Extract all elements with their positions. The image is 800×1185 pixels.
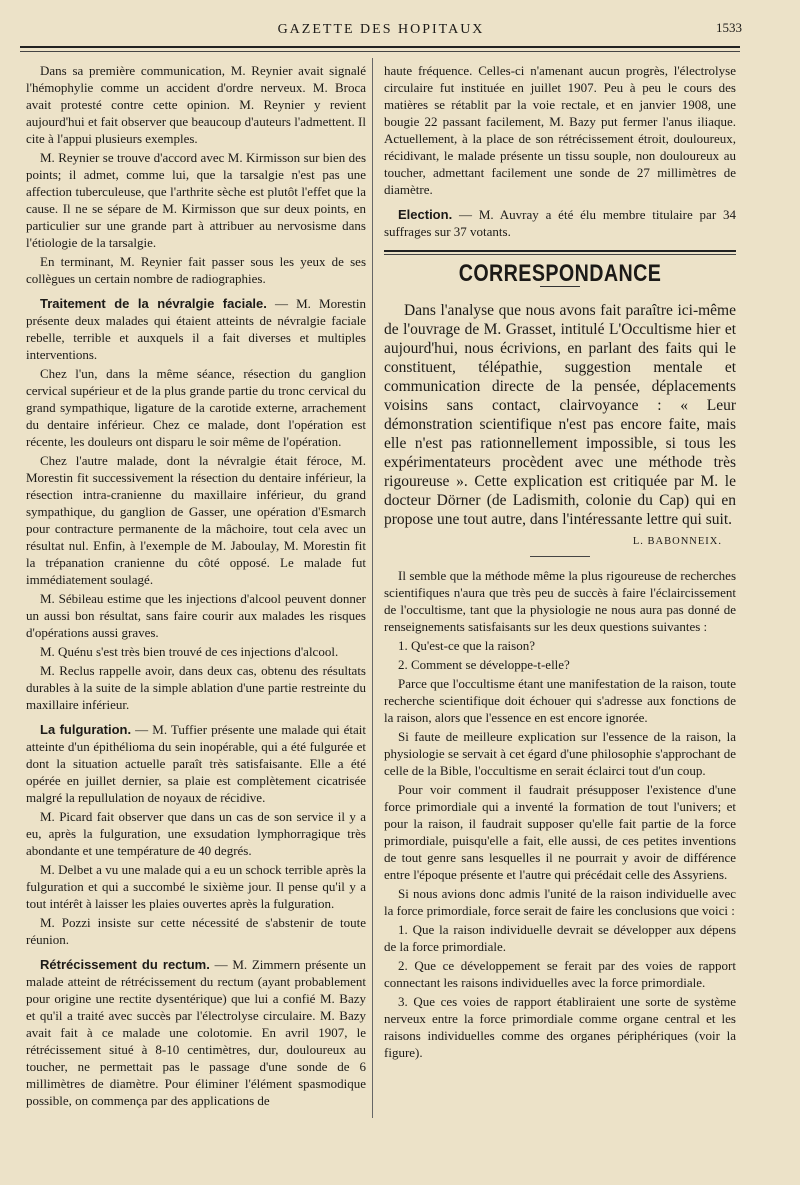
paragraph: Il semble que la méthode même la plus rigoureuse de recherches scientifiques n'aura que très peu de succès à faire l'éclaircissement de l'occultisme, tant que la physiologie ne nous aura pas donné de renseignements satisfaisants sur les deux questions suivantes : — [384, 568, 736, 634]
section-rule — [384, 250, 736, 252]
list-item: 2. Que ce développement se ferait par des voies de rapport connectant les raisons individuelles avec la force primordiale. — [384, 958, 736, 990]
paragraph: M. Delbet a vu une malade qui a eu un schock terrible après la fulguration et qui a succombé le sixième jour. Il pense qu'il y a tout intérêt à laisser les plaies ouvertes après la fulguration. — [26, 862, 366, 911]
intro-block — [384, 301, 736, 529]
signature: L. BABONNEIX. — [632, 536, 722, 547]
paragraph: M. Reclus rappelle avoir, dans deux cas, obtenu des résultats durables à la suite de la simple ablation d'une partie restreinte du maxillaire inférieur. — [26, 663, 366, 712]
column-divider — [372, 58, 373, 1118]
journal-title: GAZETTE DES HOPITAUX — [277, 22, 485, 37]
section-rectum — [26, 956, 366, 1109]
section-heading: Rétrécissement du rectum. — [40, 957, 210, 972]
list-item: 3. Que ces voies de rapport établiraient une sorte de système nerveux entre la force primordiale comme organe central et les raisons individuelles comme des organes périphériques (voir la figure). — [384, 994, 736, 1060]
paragraph: Si nous avions donc admis l'unité de la raison individuelle avec la force primordiale, force serait de faire les conclusions que voici : — [384, 886, 736, 918]
header-rule-thin — [20, 51, 740, 52]
list-item: 2. Comment se développe-t-elle? — [398, 657, 570, 672]
paragraph: M. Sébileau estime que les injections d'alcool peuvent donner un aussi bon résultat, sans faire courir aux malades les risques d'opérations aussi graves. — [26, 591, 366, 640]
paragraph: M. Picard fait observer que dans un cas de son service il y a eu, après la fulguration, une exsudation lymphorragique très abondante et une température de 40 degrés. — [26, 809, 366, 858]
paragraph: M. Quénu s'est très bien trouvé de ces injections d'alcool. — [40, 644, 339, 659]
section-heading: La fulguration. — [40, 722, 132, 737]
section-body: — M. Auvray a été élu membre titulaire par 34 suffrages sur 37 votants. — [384, 207, 736, 239]
paragraph: Si faute de meilleure explication sur l'essence de la raison, la physiologie se servait à cet égard d'une philosophie s'approchant de celle de la Bible, l'occultisme en serait éclairci tout d'un coup. — [384, 729, 736, 778]
paragraph: Pour voir comment il faudrait présupposer l'existence d'une force primordiale qui a inventé la formation de tout l'univers; et pour la raison, il faudrait supposer qu'elle fait partie de la force primordiale, puisqu'elle a fait, elle aussi, de ces petites inventions de tout genre sans lesquelles il ne pourrait y avoir de différence entre l'époque présente et l'autre qui précédait celle des Assyriens. — [384, 782, 736, 882]
paragraph: haute fréquence. Celles-ci n'amenant aucun progrès, l'électrolyse circulaire fut instituée en juillet 1907. Peu à peu le cours des matières se rétablit par la voie rectale, et en janvier 1908, une bougie 22 passant facilement, M. Bazy put fermer l'anus iliaque. Actuellement, à la place de son rétrécissement étroit, douloureux, récidivant, le malade présente un tissu souple, non douloureux au toucher, admettant facilement une sonde de 27 millimètres de diamètre. — [384, 63, 736, 197]
list-item: 1. Que la raison individuelle devrait se développer aux dépens de la force primordiale. — [384, 922, 736, 954]
header-rule — [20, 46, 740, 48]
left-column — [26, 62, 366, 1111]
letter-rule — [530, 556, 590, 557]
section-body: — M. Zimmern présente un malade atteint de rétrécissement du rectum (ayant probablement pour origine une rectite dysentérique) que lui a confié M. Bazy et qu'il a traité avec succès par l'électrolyse circulaire. M. Bazy avait fait à ce malade une colotomie. En avril 1907, le rétrécissement situé à 8-10 centimètres, dur, douloureux au toucher, ne permettait pas le passage d'une sonde de 6 millimètres de diamètre. Pour éliminer l'élément spasmodique possible, on commença par des applications de — [26, 957, 366, 1108]
section-heading: Election. — [398, 207, 453, 222]
section-rule-thin — [384, 254, 736, 255]
paragraph: En terminant, M. Reynier fait passer sous les yeux de ses collègues un certain nombre de radiographies. — [26, 254, 366, 286]
correspondance-title: CORRESPONDANCE — [458, 260, 662, 287]
section-heading: Traitement de la névralgie faciale. — [40, 296, 267, 311]
paragraph: Chez l'autre malade, dont la névralgie était féroce, M. Morestin fit successivement la résection du dentaire inférieur, la résection intra-cranienne du maxillaire inférieur, du grand sympathique, du ganglion de Gasser, une opération d'Esmarch pour contracture permanente de la mâchoire, tout cela avec un résultat nul. Enfin, à l'exemple de M. Jaboulay, M. Morestin fit la trépanation cranienne du côté opposé. Le malade fut immédiatement soulagé. — [26, 453, 366, 587]
page-number: 1533 — [716, 20, 742, 35]
section-body: — M. Tuffier présente une malade qui était atteinte d'un épithélioma du sein inopérable, qui a été fulgurée et dont la situation actuelle paraît très satisfaisante. Elle a été opérée en juillet dernier, sa plaie est complètement cicatrisée malgré la repullulation de noyaux de récidive. — [26, 722, 367, 805]
paragraph: Parce que l'occultisme étant une manifestation de la raison, toute recherche scientifique doit échouer qui s'adresse aux fonctions de la raison, alors que l'essence en est encore ignorée. — [384, 676, 736, 725]
paragraph: Chez l'un, dans la même séance, résection du ganglion cervical supérieur et de la plus grande partie du tronc cervical du grand sympathique, ligature de la carotide externe, arrachement du dentaire inférieur. Chez ce malade, dont l'opération est récente, les douleurs ont disparu le soir même de l'opération. — [26, 366, 366, 449]
intro-paragraph: Dans l'analyse que nous avons fait paraître ici-même de l'ouvrage de M. Grasset, intitulé L'Occultisme hier et aujourd'hui, nous écrivions, en parlant des faits qui le constituent, télépathie, suggestion mentale et communication directe de la pensée, déplacements voisins sans contact, clairvoyance : « Leur démonstration scientifique n'est pas encore faite, mais elle n'est pas rationnellement impossible, si tous les expérimentateurs procèdent avec une méthode très rigoureuse ». Cette explication est critiquée par M. le docteur Dörner (de Ladismith, colonie du Cap) qui en propose une tout autre, dans l'intéressante lettre qui suit. — [384, 302, 736, 528]
section-neuralgia — [26, 295, 366, 363]
section-election — [384, 206, 736, 240]
page-header — [20, 20, 742, 46]
paragraph: M. Pozzi insiste sur cette nécessité de s'abstenir de toute réunion. — [26, 915, 366, 947]
right-column — [384, 62, 736, 1063]
section-body: — M. Morestin présente deux malades qui étaient atteints de névralgie faciale rebelle, terrible et auxquels il a fait diverses et multiples interventions. — [26, 296, 366, 362]
section-fulguration — [26, 721, 366, 806]
list-item: 1. Qu'est-ce que la raison? — [398, 638, 535, 653]
paragraph: Dans sa première communication, M. Reynier avait signalé l'hémophylie comme un accident d'ordre nerveux. M. Broca avait protesté contre cette opinion. M. Reynier y revient aujourd'hui et fait observer que beaucoup d'auteurs l'admettent. Il cite à l'appui plusieurs exemples. — [26, 63, 366, 146]
paragraph: M. Reynier se trouve d'accord avec M. Kirmisson sur bien des points; il admet, comme lui, que la tarsalgie n'est pas une affection tuberculeuse, que l'arthrite sèche est plutôt l'effet que la cause. Il ne se sépare de M. Kirmisson que sur deux points, en particulier sur une grande part à attribuer au nervosisme dans l'étiologie de la tarsalgie. — [26, 150, 366, 250]
